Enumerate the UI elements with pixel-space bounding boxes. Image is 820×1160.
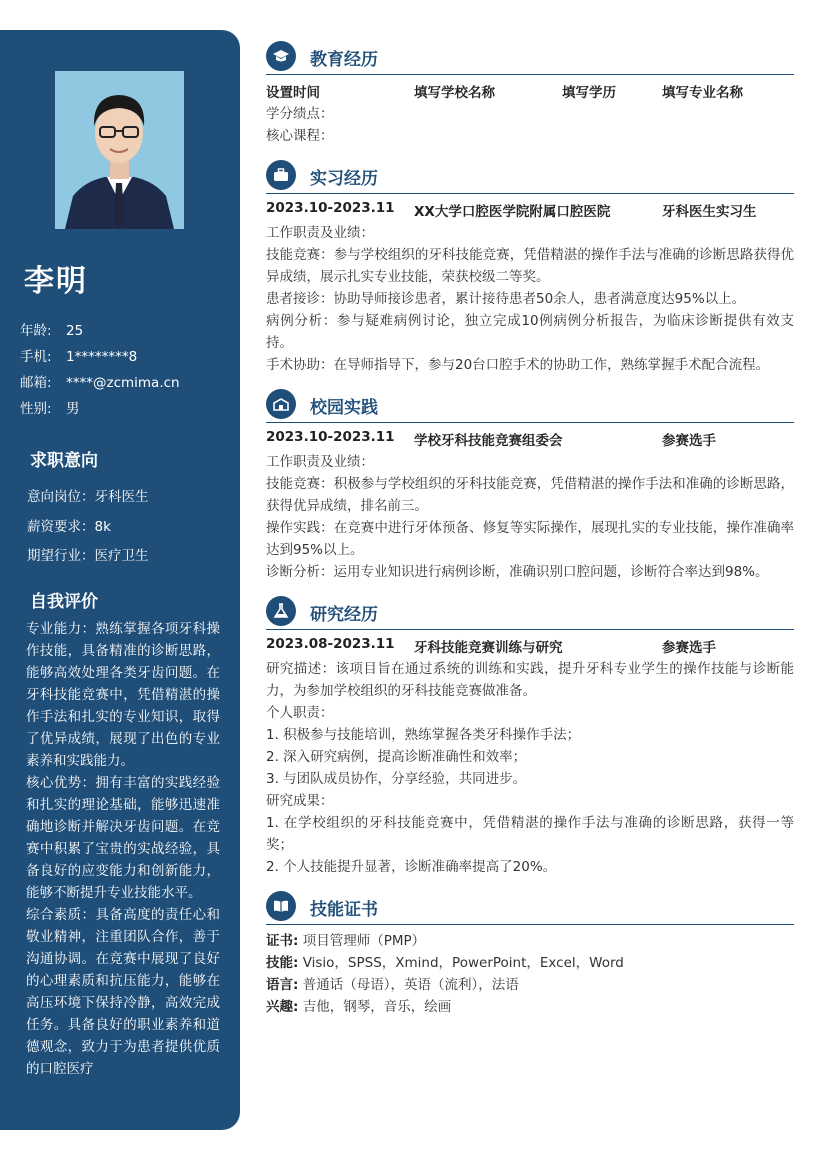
edu-degree: 填写学历 bbox=[562, 85, 616, 101]
intent-position: 意向岗位：牙科医生 bbox=[27, 489, 149, 505]
education-details bbox=[266, 103, 794, 147]
section-research bbox=[266, 596, 794, 878]
sidebar bbox=[0, 30, 240, 1130]
edu-school: 填写学校名称 bbox=[414, 85, 495, 101]
detail-line: 操作实践：在竞赛中进行牙体预备、修复等实际操作，展现扎实的专业技能，操作准确率达到95%以上。 bbox=[266, 520, 794, 558]
info-email: 邮箱: ****@zcmima.cn bbox=[20, 375, 180, 391]
internship-details bbox=[266, 222, 794, 376]
detail-line: 患者接诊：协助导师接诊患者，累计接待患者50余人，患者满意度达95%以上。 bbox=[266, 291, 746, 307]
detail-line: 1. 积极参与技能培训，熟练掌握各类牙科操作手法； bbox=[266, 727, 581, 743]
edu-major: 填写专业名称 bbox=[662, 85, 743, 101]
detail-line: 研究描述：该项目旨在通过系统的训练和实践，提升牙科专业学生的操作技能与诊断能力，为参加学校组织的牙科技能竞赛做准备。 bbox=[266, 661, 794, 699]
skill-hobbies: 兴趣: 吉他，钢琴，音乐，绘画 bbox=[266, 999, 452, 1015]
edu-time: 设置时间 bbox=[266, 85, 320, 101]
detail-line: 研究成果： bbox=[266, 793, 334, 809]
detail-line: 工作职责及业绩： bbox=[266, 225, 374, 241]
research-row bbox=[266, 636, 794, 658]
section-header bbox=[266, 160, 794, 194]
detail-line: 病例分析：参与疑难病例讨论，独立完成10例病例分析报告，为临床诊断提供有效支持。 bbox=[266, 313, 794, 351]
intern-role: 牙科医生实习生 bbox=[662, 204, 757, 220]
graduation-cap-icon bbox=[266, 41, 296, 71]
detail-line: 1. 在学校组织的牙科技能竞赛中，凭借精湛的操作手法与准确的诊断思路，获得一等奖； bbox=[266, 815, 794, 853]
briefcase-icon bbox=[266, 160, 296, 190]
school-building-icon bbox=[266, 389, 296, 419]
section-campus bbox=[266, 389, 794, 583]
section-title: 教育经历 bbox=[310, 50, 378, 70]
basic-info bbox=[20, 318, 180, 422]
research-details bbox=[266, 658, 794, 878]
campus-role: 参赛选手 bbox=[662, 433, 716, 449]
edu-gpa: 学分绩点： bbox=[266, 106, 334, 122]
flask-icon bbox=[266, 596, 296, 626]
candidate-name: 李明 bbox=[24, 264, 88, 299]
section-title: 研究经历 bbox=[310, 605, 378, 625]
research-time: 2023.08-2023.11 bbox=[266, 636, 395, 652]
intern-org: XX大学口腔医学院附属口腔医院 bbox=[414, 204, 611, 220]
section-header bbox=[266, 596, 794, 630]
detail-line: 技能竞赛：参与学校组织的牙科技能竞赛，凭借精湛的操作手法与准确的诊断思路获得优异成绩，展示扎实专业技能，荣获校级二等奖。 bbox=[266, 247, 794, 285]
edu-courses: 核心课程： bbox=[266, 128, 334, 144]
research-role: 参赛选手 bbox=[662, 640, 716, 656]
self-eval-title: 自我评价 bbox=[30, 592, 98, 612]
detail-line: 2. 个人技能提升显著，诊断准确率提高了20%。 bbox=[266, 859, 557, 875]
section-header bbox=[266, 891, 794, 925]
detail-line: 3. 与团队成员协作，分享经验，共同进步。 bbox=[266, 771, 527, 787]
skill-certificate: 证书: 项目管理师（PMP） bbox=[266, 933, 426, 949]
campus-org: 学校牙科技能竞赛组委会 bbox=[414, 433, 563, 449]
detail-line: 工作职责及业绩： bbox=[266, 454, 374, 470]
detail-line: 诊断分析：运用专业知识进行病例诊断，准确识别口腔问题，诊断符合率达到98%。 bbox=[266, 564, 769, 580]
self-eval-paragraph: 专业能力：熟练掌握各项牙科操作技能，具备精准的诊断思路，能够高效处理各类牙齿问题。在牙科技能竞赛中，凭借精湛的操作手法和扎实的专业知识，取得了优异成绩，展现了出色的专业素养和实践能力。 bbox=[26, 621, 220, 769]
intent-title: 求职意向 bbox=[30, 451, 98, 471]
info-age: 年龄: 25 bbox=[20, 323, 84, 339]
detail-line: 手术协助：在导师指导下，参与20台口腔手术的协助工作，熟练掌握手术配合流程。 bbox=[266, 357, 770, 373]
book-icon bbox=[266, 891, 296, 921]
section-education bbox=[266, 41, 794, 147]
section-header bbox=[266, 389, 794, 423]
section-title: 实习经历 bbox=[310, 169, 378, 189]
info-gender: 性别: 男 bbox=[20, 401, 80, 417]
detail-line: 2. 深入研究病例，提高诊断准确性和效率； bbox=[266, 749, 527, 765]
skills-list bbox=[266, 930, 794, 1018]
campus-time: 2023.10-2023.11 bbox=[266, 429, 395, 445]
intern-time: 2023.10-2023.11 bbox=[266, 200, 395, 216]
campus-row bbox=[266, 429, 794, 451]
internship-row bbox=[266, 200, 794, 222]
profile-photo bbox=[55, 71, 184, 229]
intent-industry: 期望行业：医疗卫生 bbox=[27, 548, 149, 564]
section-title: 校园实践 bbox=[310, 398, 378, 418]
research-project: 牙科技能竞赛训练与研究 bbox=[414, 640, 563, 656]
intent-salary: 薪资要求：8k bbox=[27, 518, 111, 535]
skill-languages: 语言: 普通话（母语），英语（流利），法语 bbox=[266, 977, 519, 993]
self-eval-paragraph: 核心优势：拥有丰富的实践经验和扎实的理论基础，能够迅速准确地诊断并解决牙齿问题。在竞赛中积累了宝贵的实战经验，具备良好的应变能力和创新能力，能够不断提升专业技能水平。 bbox=[26, 775, 220, 901]
self-eval-text bbox=[26, 618, 220, 1080]
section-title: 技能证书 bbox=[310, 900, 378, 920]
section-skills bbox=[266, 891, 794, 1018]
section-header bbox=[266, 41, 794, 75]
education-row bbox=[266, 81, 794, 103]
campus-details bbox=[266, 451, 794, 583]
section-internship bbox=[266, 160, 794, 376]
detail-line: 技能竞赛：积极参与学校组织的牙科技能竞赛，凭借精湛的操作手法和准确的诊断思路，获得优异成绩，排名前三。 bbox=[266, 476, 794, 514]
skill-tools: 技能: Visio，SPSS，Xmind，PowerPoint，Excel，Word bbox=[266, 955, 624, 971]
info-phone: 手机: 1********8 bbox=[20, 349, 138, 365]
self-eval-paragraph: 综合素质：具备高度的责任心和敬业精神，注重团队合作，善于沟通协调。在竞赛中展现了良好的心理素质和抗压能力，能够在高压环境下保持冷静，高效完成任务。具备良好的职业素养和道德观念，致力于为患者提供优质的口腔医疗 bbox=[26, 907, 220, 1077]
detail-line: 个人职责： bbox=[266, 705, 334, 721]
intent-list bbox=[27, 483, 149, 572]
